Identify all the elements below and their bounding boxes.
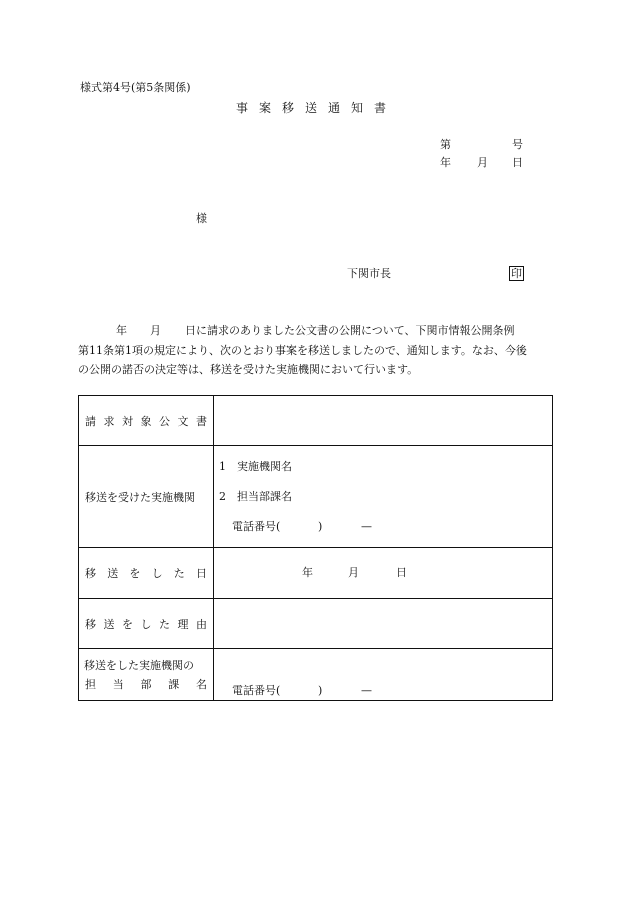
value-transfer-date[interactable]	[214, 548, 553, 599]
value-transferring-department[interactable]	[214, 649, 553, 701]
row-transfer-date	[79, 548, 553, 599]
doc-date-month: 月	[477, 156, 488, 169]
value-transfer-reason[interactable]	[214, 599, 553, 649]
row-receiving-agency	[79, 446, 553, 548]
body-month: 月	[150, 324, 161, 337]
doc-number-go: 号	[512, 138, 523, 151]
label-transfer-date: 移 送 を し た 日	[85, 567, 207, 580]
transferring-phone-dash: —	[361, 684, 372, 697]
transfer-form-table	[78, 395, 553, 701]
body-year: 年	[116, 324, 127, 337]
sender-name: 下関市長	[347, 267, 391, 280]
row-requested-document	[79, 396, 553, 446]
transfer-date-month: 月	[348, 566, 359, 579]
receiving-phone-close: )	[318, 520, 323, 533]
label-requested-document: 請 求 対 象 公 文 書	[85, 414, 207, 428]
body-line2: 第11条第1項の規定により、次のとおり事案を移送しましたので、通知します。なお、今後	[78, 344, 527, 357]
receiving-department-item: 2 担当部課名	[219, 490, 292, 503]
addressee-suffix: 様	[196, 212, 207, 225]
transferring-phone-close: )	[318, 684, 323, 697]
form-code: 様式第4号(第5条関係)	[80, 81, 191, 94]
document-title: 事案移送通知書	[236, 101, 398, 115]
receiving-phone-prefix: 電話番号(	[232, 520, 281, 533]
receiving-phone-dash: —	[361, 520, 372, 533]
value-receiving-agency[interactable]	[214, 446, 553, 548]
label-receiving-agency: 移送を受けた実施機関	[85, 490, 195, 504]
label-transferring-agency-line1: 移送をした実施機関の	[84, 659, 194, 672]
receiving-agency-name-item: 1 実施機関名	[219, 460, 292, 473]
transferring-phone-prefix: 電話番号(	[232, 684, 281, 697]
doc-date-day: 日	[512, 156, 523, 169]
value-requested-document[interactable]	[214, 396, 553, 446]
transfer-date-year: 年	[302, 566, 313, 579]
body-line3: の公開の諾否の決定等は、移送を受けた実施機関において行います。	[78, 363, 419, 376]
label-transferring-department-line2: 担 当 部 課 名	[85, 678, 207, 691]
notice-paragraph	[80, 322, 550, 379]
doc-date-year: 年	[440, 156, 451, 169]
body-line1: 日に請求のありました公文書の公開について、下関市情報公開条例	[185, 324, 515, 337]
transfer-date-day: 日	[396, 566, 407, 579]
row-transfer-reason	[79, 599, 553, 649]
doc-number-dai: 第	[440, 138, 451, 151]
seal-mark: 印	[511, 267, 522, 280]
label-transfer-reason: 移 送 を し た 理 由	[85, 617, 207, 631]
row-transferring-department	[79, 649, 553, 701]
